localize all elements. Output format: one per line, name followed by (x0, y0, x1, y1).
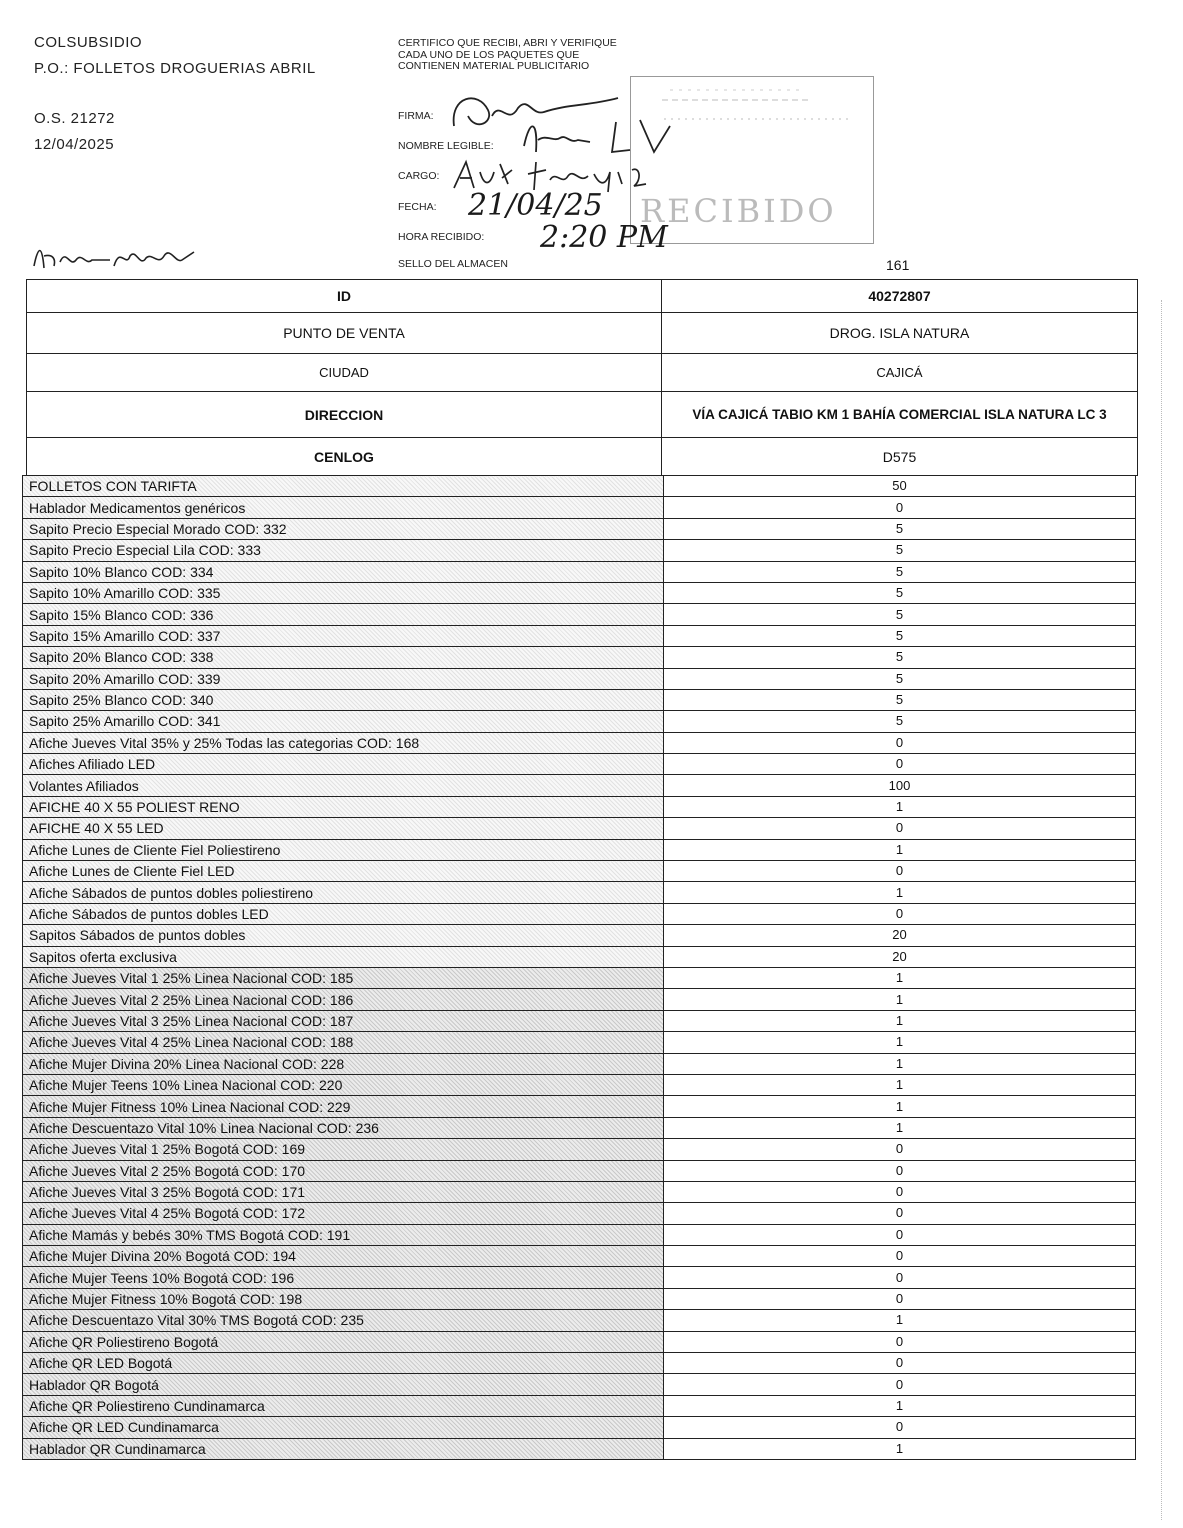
table-row (23, 754, 1136, 775)
item-quantity: 0 (664, 1288, 1136, 1309)
table-row (23, 668, 1136, 689)
item-quantity: 1 (664, 1010, 1136, 1031)
item-name: Sapitos Sábados de puntos dobles (23, 925, 664, 946)
item-quantity: 0 (664, 818, 1136, 839)
item-name: Sapitos oferta exclusiva (23, 946, 664, 967)
item-name: Afiche Descuentazo Vital 30% TMS Bogotá COD: 235 (23, 1310, 664, 1331)
item-name: Hablador QR Cundinamarca (23, 1438, 664, 1459)
table-row (23, 1224, 1136, 1245)
item-name: Hablador QR Bogotá (23, 1374, 664, 1395)
item-name: Afiche Sábados de puntos dobles LED (23, 903, 664, 924)
stamp-subline (662, 114, 852, 127)
meta-label: PUNTO DE VENTA (27, 313, 662, 354)
document-subject: P.O.: FOLLETOS DROGUERIAS ABRIL (34, 60, 316, 77)
table-row (23, 1353, 1136, 1374)
item-name: Afiche Descuentazo Vital 10% Linea Nacional COD: 236 (23, 1117, 664, 1138)
certificate-text: CERTIFICO QUE RECIBI, ABRI Y VERIFIQUE CADA UNO DE LOS PAQUETES QUE CONTIENEN MATERIAL PUBLICITARIO (398, 37, 617, 72)
item-quantity: 5 (664, 647, 1136, 668)
item-name: Afiche Jueves Vital 4 25% Bogotá COD: 172 (23, 1203, 664, 1224)
item-quantity: 5 (664, 711, 1136, 732)
item-quantity: 1 (664, 1032, 1136, 1053)
item-name: Afiche Mujer Divina 20% Linea Nacional COD: 228 (23, 1053, 664, 1074)
table-row (23, 1181, 1136, 1202)
table-row (23, 775, 1136, 796)
item-name: Afiche Mujer Divina 20% Bogotá COD: 194 (23, 1246, 664, 1267)
item-quantity: 0 (664, 1181, 1136, 1202)
sello-label: SELLO DEL ALMACEN (398, 258, 508, 270)
meta-value: D575 (662, 438, 1138, 476)
item-quantity: 0 (664, 1224, 1136, 1245)
item-quantity: 100 (664, 775, 1136, 796)
table-row (23, 732, 1136, 753)
meta-row-direccion (27, 392, 1138, 438)
table-row (23, 476, 1136, 497)
item-name: Afiche Jueves Vital 1 25% Bogotá COD: 169 (23, 1139, 664, 1160)
meta-row-ciudad (27, 354, 1138, 392)
table-row (23, 1117, 1136, 1138)
item-quantity: 0 (664, 1353, 1136, 1374)
item-name: Hablador Medicamentos genéricos (23, 497, 664, 518)
table-row (23, 561, 1136, 582)
item-quantity: 1 (664, 967, 1136, 988)
table-row (23, 925, 1136, 946)
table-row (23, 967, 1136, 988)
item-name: AFICHE 40 X 55 LED (23, 818, 664, 839)
firma-label: FIRMA: (398, 110, 434, 122)
item-quantity: 1 (664, 1117, 1136, 1138)
item-name: Afiche Jueves Vital 3 25% Bogotá COD: 171 (23, 1181, 664, 1202)
item-quantity: 0 (664, 497, 1136, 518)
item-name: Afiche Jueves Vital 1 25% Linea Nacional COD: 185 (23, 967, 664, 988)
item-name: Sapito 10% Blanco COD: 334 (23, 561, 664, 582)
item-name: Volantes Afiliados (23, 775, 664, 796)
item-quantity: 50 (664, 476, 1136, 497)
item-name: Sapito 15% Blanco COD: 336 (23, 604, 664, 625)
item-quantity: 1 (664, 882, 1136, 903)
table-row (23, 796, 1136, 817)
table-row (23, 582, 1136, 603)
stamp-logo (660, 86, 810, 109)
item-name: Afiche Lunes de Cliente Fiel Poliestireno (23, 839, 664, 860)
item-quantity: 5 (664, 582, 1136, 603)
table-row (23, 1074, 1136, 1095)
table-row (23, 518, 1136, 539)
item-quantity: 5 (664, 689, 1136, 710)
table-row (23, 604, 1136, 625)
item-name: Afiche QR LED Bogotá (23, 1353, 664, 1374)
item-quantity: 0 (664, 1246, 1136, 1267)
table-row (23, 1246, 1136, 1267)
item-quantity: 0 (664, 903, 1136, 924)
table-row (23, 1395, 1136, 1416)
item-quantity: 0 (664, 732, 1136, 753)
item-name: Afiche Jueves Vital 4 25% Linea Nacional COD: 188 (23, 1032, 664, 1053)
item-name: Sapito Precio Especial Lila COD: 333 (23, 540, 664, 561)
table-row (23, 882, 1136, 903)
item-quantity: 0 (664, 1203, 1136, 1224)
meta-label: ID (27, 280, 662, 313)
item-name: Sapito 15% Amarillo COD: 337 (23, 625, 664, 646)
table-row (23, 861, 1136, 882)
item-quantity: 5 (664, 540, 1136, 561)
meta-label: DIRECCION (27, 392, 662, 438)
stamp-received: RECIBIDO (640, 192, 837, 230)
table-row (23, 989, 1136, 1010)
item-name: Afiche QR LED Cundinamarca (23, 1417, 664, 1438)
item-quantity: 5 (664, 561, 1136, 582)
company-name: COLSUBSIDIO (34, 34, 143, 51)
item-quantity: 1 (664, 1053, 1136, 1074)
table-row (23, 946, 1136, 967)
table-row (23, 1053, 1136, 1074)
item-name: Sapito 10% Amarillo COD: 335 (23, 582, 664, 603)
table-row (23, 839, 1136, 860)
store-info-table (26, 279, 1138, 476)
meta-row-punto-de-venta (27, 313, 1138, 354)
table-row (23, 647, 1136, 668)
item-quantity: 1 (664, 1395, 1136, 1416)
item-quantity: 1 (664, 839, 1136, 860)
hora-label: HORA RECIBIDO: (398, 231, 485, 243)
table-row (23, 711, 1136, 732)
item-name: Afiche Sábados de puntos dobles poliestireno (23, 882, 664, 903)
item-name: Afiche QR Poliestireno Cundinamarca (23, 1395, 664, 1416)
item-quantity: 0 (664, 1139, 1136, 1160)
table-row (23, 1331, 1136, 1352)
item-name: Afiche Mujer Fitness 10% Linea Nacional COD: 229 (23, 1096, 664, 1117)
table-row (23, 540, 1136, 561)
meta-row-cenlog (27, 438, 1138, 476)
document-date: 12/04/2025 (34, 136, 115, 153)
cargo-label: CARGO: (398, 170, 440, 182)
item-quantity: 0 (664, 1331, 1136, 1352)
meta-row-id (27, 280, 1138, 313)
item-name: Afiche Mujer Teens 10% Linea Nacional COD: 220 (23, 1074, 664, 1095)
item-quantity: 5 (664, 625, 1136, 646)
table-row (23, 1267, 1136, 1288)
item-quantity: 1 (664, 1096, 1136, 1117)
nombre-label: NOMBRE LEGIBLE: (398, 140, 494, 152)
fecha-label: FECHA: (398, 201, 437, 213)
table-row (23, 1139, 1136, 1160)
order-number: O.S. 21272 (34, 110, 115, 127)
item-name: Afiche Jueves Vital 35% y 25% Todas las categorias COD: 168 (23, 732, 664, 753)
item-name: Afiche QR Poliestireno Bogotá (23, 1331, 664, 1352)
item-name: Afiches Afiliado LED (23, 754, 664, 775)
table-row (23, 1032, 1136, 1053)
table-row (23, 497, 1136, 518)
scan-edge-line (1161, 300, 1163, 1520)
item-name: FOLLETOS CON TARIFTA (23, 476, 664, 497)
item-quantity: 5 (664, 518, 1136, 539)
handwritten-time: 2:20 PM (540, 220, 668, 255)
item-quantity: 1 (664, 1438, 1136, 1459)
table-row (23, 1010, 1136, 1031)
item-name: Sapito 25% Amarillo COD: 341 (23, 711, 664, 732)
item-name: Sapito 25% Blanco COD: 340 (23, 689, 664, 710)
item-quantity: 0 (664, 1417, 1136, 1438)
meta-value: VÍA CAJICÁ TABIO KM 1 BAHÍA COMERCIAL ISLA NATURA LC 3 (662, 392, 1138, 438)
table-row (23, 1096, 1136, 1117)
item-quantity: 0 (664, 1267, 1136, 1288)
item-name: Sapito Precio Especial Morado COD: 332 (23, 518, 664, 539)
item-quantity: 20 (664, 946, 1136, 967)
item-quantity: 0 (664, 861, 1136, 882)
meta-value: DROG. ISLA NATURA (662, 313, 1138, 354)
item-name: Sapito 20% Blanco COD: 338 (23, 647, 664, 668)
item-name: Afiche Mujer Fitness 10% Bogotá COD: 198 (23, 1288, 664, 1309)
table-row (23, 1310, 1136, 1331)
item-name: Afiche Mamás y bebés 30% TMS Bogotá COD: 191 (23, 1224, 664, 1245)
item-name: Afiche Mujer Teens 10% Bogotá COD: 196 (23, 1267, 664, 1288)
item-name: Afiche Jueves Vital 2 25% Bogotá COD: 170 (23, 1160, 664, 1181)
item-quantity: 0 (664, 1374, 1136, 1395)
handwritten-date: 21/04/25 (468, 188, 603, 223)
table-row (23, 1288, 1136, 1309)
materials-table (22, 475, 1136, 1460)
item-quantity: 1 (664, 1074, 1136, 1095)
item-name: Afiche Jueves Vital 3 25% Linea Nacional COD: 187 (23, 1010, 664, 1031)
item-name: Sapito 20% Amarillo COD: 339 (23, 668, 664, 689)
table-row (23, 689, 1136, 710)
table-row (23, 1374, 1136, 1395)
item-quantity: 0 (664, 754, 1136, 775)
meta-label: CIUDAD (27, 354, 662, 392)
meta-value: CAJICÁ (662, 354, 1138, 392)
table-row (23, 1417, 1136, 1438)
table-row (23, 818, 1136, 839)
item-quantity: 1 (664, 1310, 1136, 1331)
page-number: 161 (886, 257, 910, 273)
item-quantity: 1 (664, 989, 1136, 1010)
item-quantity: 0 (664, 1160, 1136, 1181)
table-row (23, 1203, 1136, 1224)
item-quantity: 20 (664, 925, 1136, 946)
item-name: Afiche Lunes de Cliente Fiel LED (23, 861, 664, 882)
meta-value: 40272807 (662, 280, 1138, 313)
table-row (23, 903, 1136, 924)
handwritten-signature-left (30, 238, 200, 280)
item-quantity: 1 (664, 796, 1136, 817)
item-quantity: 5 (664, 604, 1136, 625)
item-name: Afiche Jueves Vital 2 25% Linea Nacional COD: 186 (23, 989, 664, 1010)
table-row (23, 625, 1136, 646)
table-row (23, 1160, 1136, 1181)
meta-label: CENLOG (27, 438, 662, 476)
item-quantity: 5 (664, 668, 1136, 689)
table-row (23, 1438, 1136, 1459)
item-name: AFICHE 40 X 55 POLIEST RENO (23, 796, 664, 817)
